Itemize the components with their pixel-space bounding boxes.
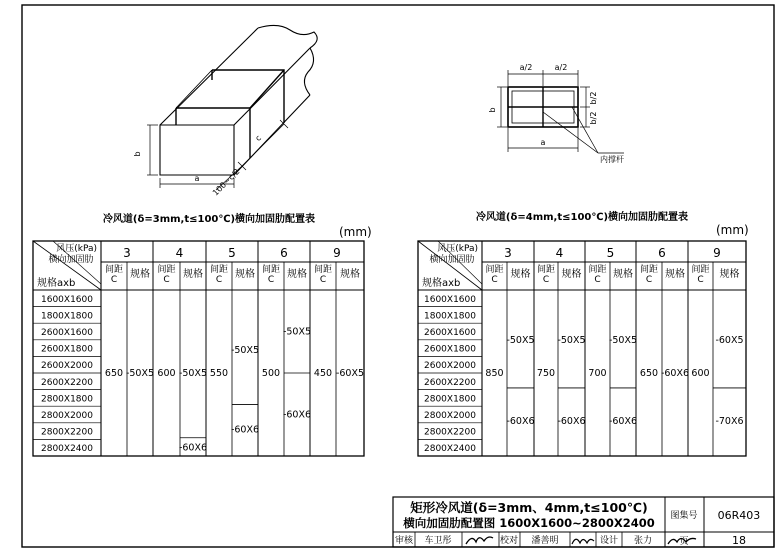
check-name: 潘善明 xyxy=(531,536,559,546)
size-row-label: 2600X2000 xyxy=(41,361,93,372)
spec-value: -60X6 xyxy=(506,416,535,428)
spec-header: 规格 xyxy=(340,269,360,280)
spec-value: -60X6 xyxy=(230,424,260,436)
dim-label-b-right: b xyxy=(488,107,497,113)
spec-value: -60X6 xyxy=(660,368,690,379)
corner-label-size: 规格axb xyxy=(37,278,76,289)
spacing-header-top: 间距 xyxy=(588,265,607,275)
size-row-label: 1800X1800 xyxy=(424,311,476,322)
spacing-value-6: 650 xyxy=(639,368,659,379)
spacing-header-bottom: C xyxy=(319,275,327,285)
size-row-label: 2800X1800 xyxy=(424,394,476,405)
page-label: 页 xyxy=(679,537,689,547)
atlas-number-label: 图集号 xyxy=(670,511,698,521)
duct-isometric-figure xyxy=(147,25,317,190)
size-row-label: 2600X1600 xyxy=(41,328,93,338)
size-row-label: 2800X2000 xyxy=(424,411,476,421)
pressure-header-5: 5 xyxy=(228,246,236,260)
atlas-number: 06R403 xyxy=(717,509,761,522)
spacing-value-5: 700 xyxy=(588,368,607,379)
size-row-label: 1600X1600 xyxy=(424,294,476,305)
corner-label-size: 规格axb xyxy=(422,278,461,289)
dim-label-b2-bottom: b/2 xyxy=(589,111,598,125)
pressure-header-5: 5 xyxy=(606,246,615,260)
spec-header: 规格 xyxy=(235,269,255,280)
left-table-unit: (mm) xyxy=(339,225,372,239)
spacing-header-top: 间距 xyxy=(104,265,124,275)
spacing-value-3: 650 xyxy=(104,368,124,379)
size-row-label: 1600X1600 xyxy=(41,294,93,305)
spec-header: 规格 xyxy=(130,269,150,280)
spec-value: -60X6 xyxy=(282,409,312,421)
pressure-header-6: 6 xyxy=(658,246,666,260)
spacing-header-bottom: C xyxy=(542,275,550,285)
dim-label-offset: 100~c/2 xyxy=(210,166,242,198)
size-row-label: 2600X2200 xyxy=(41,377,93,388)
size-row-label: 1800X1800 xyxy=(41,311,93,322)
spec-value: -60X6 xyxy=(608,416,638,428)
spacing-header-bottom: C xyxy=(491,275,498,285)
spacing-value-9: 600 xyxy=(691,368,710,379)
size-row-label: 2600X2200 xyxy=(424,377,476,388)
spacing-header-top: 间距 xyxy=(261,265,281,275)
dim-label-c: c xyxy=(253,133,263,143)
spacing-header-top: 间距 xyxy=(157,265,176,275)
spec-header: 规格 xyxy=(561,269,582,280)
check-signature xyxy=(572,539,594,544)
corner-label-pressure: 风压(kPa) xyxy=(56,244,97,254)
pressure-header-4: 4 xyxy=(175,246,184,260)
spec-value: -50X5 xyxy=(230,344,260,356)
size-row-label: 2800X2400 xyxy=(424,444,476,455)
spec-value: -70X6 xyxy=(715,416,744,428)
spacing-header-top: 间距 xyxy=(313,265,333,275)
pressure-header-6: 6 xyxy=(280,246,288,260)
spec-value: -50X5 xyxy=(608,334,638,346)
spec-header: 规格 xyxy=(510,269,531,280)
title-block-title-line2: 横向加固肋配置图 1600X1600~2800X2400 xyxy=(403,516,655,530)
size-row-label: 2600X1600 xyxy=(424,328,476,338)
spec-header: 规格 xyxy=(719,269,740,280)
spec-value: -50X5 xyxy=(282,326,312,338)
size-row-label: 2800X2200 xyxy=(41,427,93,438)
corner-label-pressure: 风压(kPa) xyxy=(437,244,478,254)
spacing-value-6: 500 xyxy=(261,368,281,379)
spec-value: -60X5 xyxy=(335,368,365,379)
spec-header: 规格 xyxy=(183,269,203,280)
pressure-header-3: 3 xyxy=(123,246,131,260)
spec-header: 规格 xyxy=(287,269,307,280)
spacing-header-top: 间距 xyxy=(536,265,556,275)
size-row-label: 2600X1800 xyxy=(41,344,93,355)
right-table-title: 冷风道(δ=4mm,t≤100℃)横向加固肋配置表 xyxy=(475,212,689,223)
size-row-label: 2800X2200 xyxy=(424,427,476,438)
size-row-label: 2800X2400 xyxy=(41,444,93,455)
size-row-label: 2800X1800 xyxy=(41,394,93,405)
spec-header: 规格 xyxy=(613,269,633,280)
dim-label-b-left: b xyxy=(133,151,142,157)
spacing-header-top: 间距 xyxy=(639,265,659,275)
dim-label-a-right: a xyxy=(540,138,546,147)
review-name: 车卫彤 xyxy=(424,536,452,546)
left-rib-config-table xyxy=(33,241,364,456)
pressure-header-9: 9 xyxy=(713,246,721,260)
right-table-unit: (mm) xyxy=(716,223,749,237)
left-table-title: 冷风道(δ=3mm,t≤100℃)横向加固肋配置表 xyxy=(102,214,316,225)
corner-label-rib: 横向加固肋 xyxy=(429,255,475,265)
spacing-header-top: 间距 xyxy=(485,265,504,275)
dim-label-a2-left: a/2 xyxy=(519,63,533,72)
spacing-value-9: 450 xyxy=(313,368,333,379)
duct-cross-section-figure xyxy=(497,70,624,153)
spacing-header-bottom: C xyxy=(645,275,653,285)
spacing-header-top: 间距 xyxy=(691,265,710,275)
dim-label-a2-right: a/2 xyxy=(554,63,568,72)
dim-label-b2-top: b/2 xyxy=(589,91,598,105)
spacing-header-bottom: C xyxy=(215,275,223,285)
spec-value: -50X5 xyxy=(125,368,155,379)
check-label: 校对 xyxy=(499,536,519,546)
spacing-header-bottom: C xyxy=(594,275,601,285)
spec-header: 规格 xyxy=(665,269,685,280)
pressure-header-3: 3 xyxy=(504,246,512,260)
title-block-title-line1: 矩形冷风道(δ=3mm、4mm,t≤100℃) xyxy=(410,500,648,515)
pressure-header-9: 9 xyxy=(333,246,341,260)
spacing-header-bottom: C xyxy=(697,275,704,285)
spec-value: -60X6 xyxy=(178,442,208,454)
spec-value: -50X5 xyxy=(557,334,586,346)
size-row-label: 2600X2000 xyxy=(424,361,476,372)
size-row-label: 2800X2000 xyxy=(41,411,93,421)
corner-label-rib: 横向加固肋 xyxy=(48,255,94,265)
review-signature xyxy=(466,537,493,544)
size-row-label: 2600X1800 xyxy=(424,344,476,355)
spacing-value-4: 750 xyxy=(536,368,556,379)
spacing-value-5: 550 xyxy=(209,368,229,379)
spacing-header-bottom: C xyxy=(110,275,118,285)
spacing-value-4: 600 xyxy=(157,368,176,379)
spec-value: -50X5 xyxy=(506,334,535,346)
spec-value: -60X5 xyxy=(715,334,744,346)
spacing-header-top: 间距 xyxy=(209,265,229,275)
pressure-header-4: 4 xyxy=(555,246,564,260)
callout-inner-strut: 内撑杆 xyxy=(600,155,624,164)
design-name: 张力 xyxy=(633,536,653,546)
spacing-value-3: 850 xyxy=(485,368,504,379)
review-label: 审核 xyxy=(394,536,414,546)
design-label: 设计 xyxy=(599,536,619,546)
spec-value: -50X5 xyxy=(178,368,208,379)
spacing-header-bottom: C xyxy=(267,275,275,285)
spec-value: -60X6 xyxy=(557,416,586,428)
page-number: 18 xyxy=(732,534,746,547)
dim-label-a-left: a xyxy=(194,174,200,183)
right-rib-config-table xyxy=(418,241,746,456)
spacing-header-bottom: C xyxy=(163,275,170,285)
